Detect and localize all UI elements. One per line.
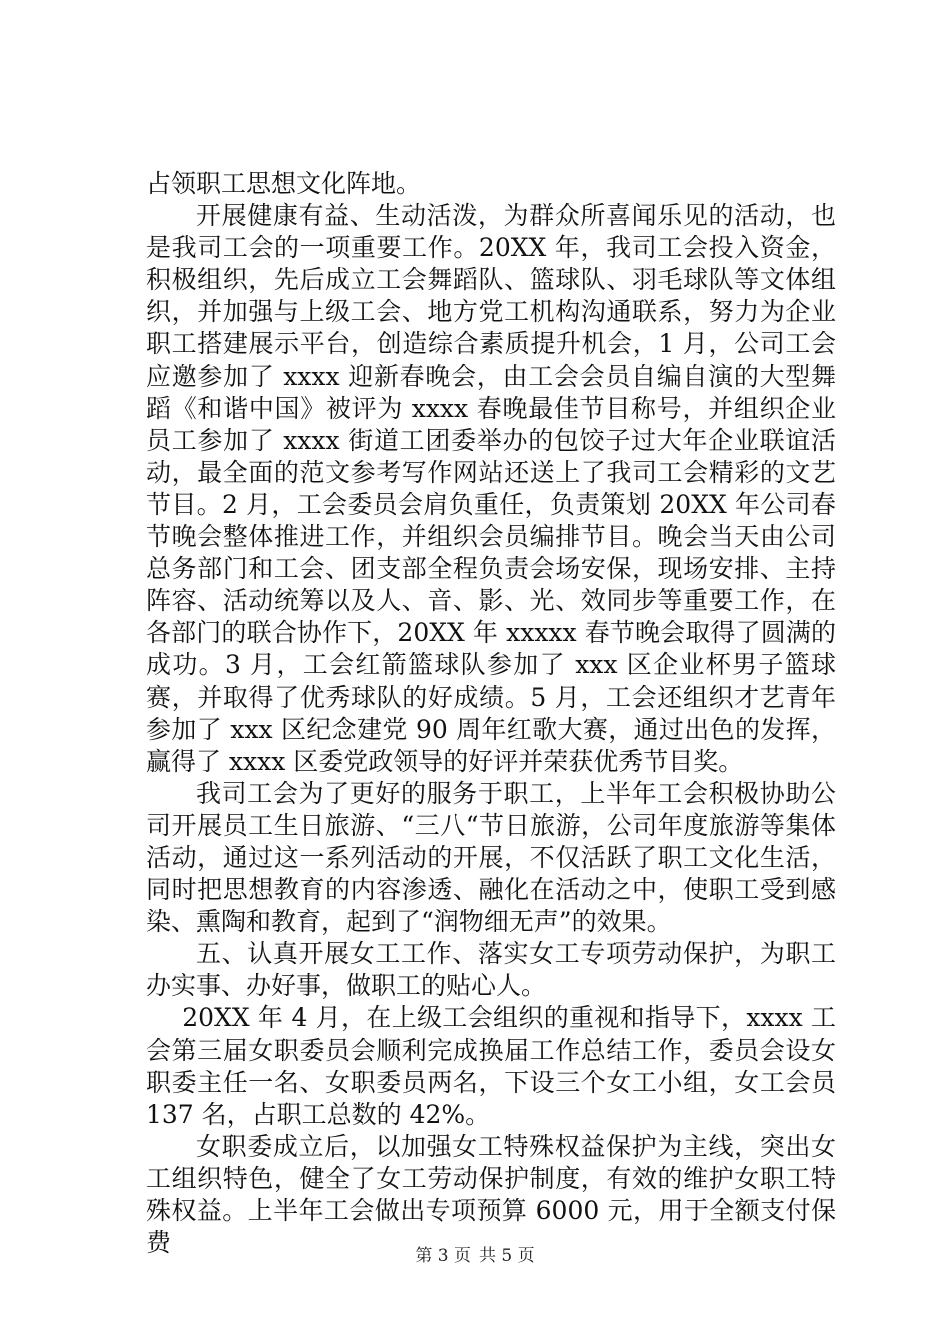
paragraph-activities: 开展健康有益、生动活泼，为群众所喜闻乐见的活动，也是我司工会的一项重要工作。20XX 年，我司工会投入资金，积极组织，先后成立工会舞蹈队、篮球队、羽毛球队等文体组织，并加强与上级工会、地方党工机构沟通联系，努力为企业职工搭建展示平台，创造综合素质提升机会，1 月，公司工会应邀参加了 xxxx 迎新春晚会，由工会会员自编自演的大型舞蹈《和谐中国》被评为 xxxx 春晚最佳节目称号，并组织企业员工参加了 xxxx 街道工团委举办的包饺子过大年企业联谊活动，最全面的范文参考写作网站还送上了我司工会精彩的文艺节目。2 月，工会委员会肩负重任，负责策划 20XX 年公司春节晚会整体推进工作，并组织会员编排节目。晚会当天由公司总务部门和工会、团支部全程负责会场安保，现场安排、主持阵容、活动统筹以及人、音、影、光、效同步等重要工作，在各部门的联合协作下，20XX 年 xxxxx 春节晚会取得了圆满的成功。3 月，工会红箭篮球队参加了 xxx 区企业杯男子篮球赛，并取得了优秀球队的好成绩。5 月，工会还组织才艺青年参加了 xxx 区纪念建党 90 周年红歌大赛，通过出色的发挥，赢得了 xxxx 区委党政领导的好评并荣获优秀节目奖。 bbox=[146, 201, 836, 776]
paragraph-women-committee: 20XX 年 4 月，在上级工会组织的重视和指导下，xxxx 工会第三届女职委员会顺利完成换届工作总结工作，委员会设女职委主任一名、女职委员两名，下设三个女工小组，女工会员 137 名，占职工总数的 42%。 bbox=[146, 1003, 836, 1129]
section-heading-five: 五、认真开展女工工作、落实女工专项劳动保护，为职工办实事、办好事，做职工的贴心人。 bbox=[146, 939, 836, 1001]
page-footer bbox=[0, 1245, 950, 1267]
paragraph-women-rights: 女职委成立后，以加强女工特殊权益保护为主线，突出女工组织特色，健全了女工劳动保护制度，有效的维护女职工特殊权益。上半年工会做出专项预算 6000 元，用于全额支付保费 bbox=[146, 1131, 836, 1258]
paragraph-continuation: 占领职工思想文化阵地。 bbox=[146, 169, 422, 198]
page-number: 第 3 页 bbox=[415, 1246, 471, 1266]
page-total: 共 5 页 bbox=[479, 1246, 535, 1266]
paragraph-tourism: 我司工会为了更好的服务于职工，上半年工会积极协助公司开展员工生日旅游、“三八“节日旅游，公司年度旅游等集体活动，通过这一系列活动的开展，不仅活跃了职工文化生活，同时把思想教育的内容渗透、融化在活动之中，使职工受到感染、熏陶和教育，起到了“润物细无声”的效果。 bbox=[146, 778, 836, 937]
document-body bbox=[146, 168, 836, 1259]
